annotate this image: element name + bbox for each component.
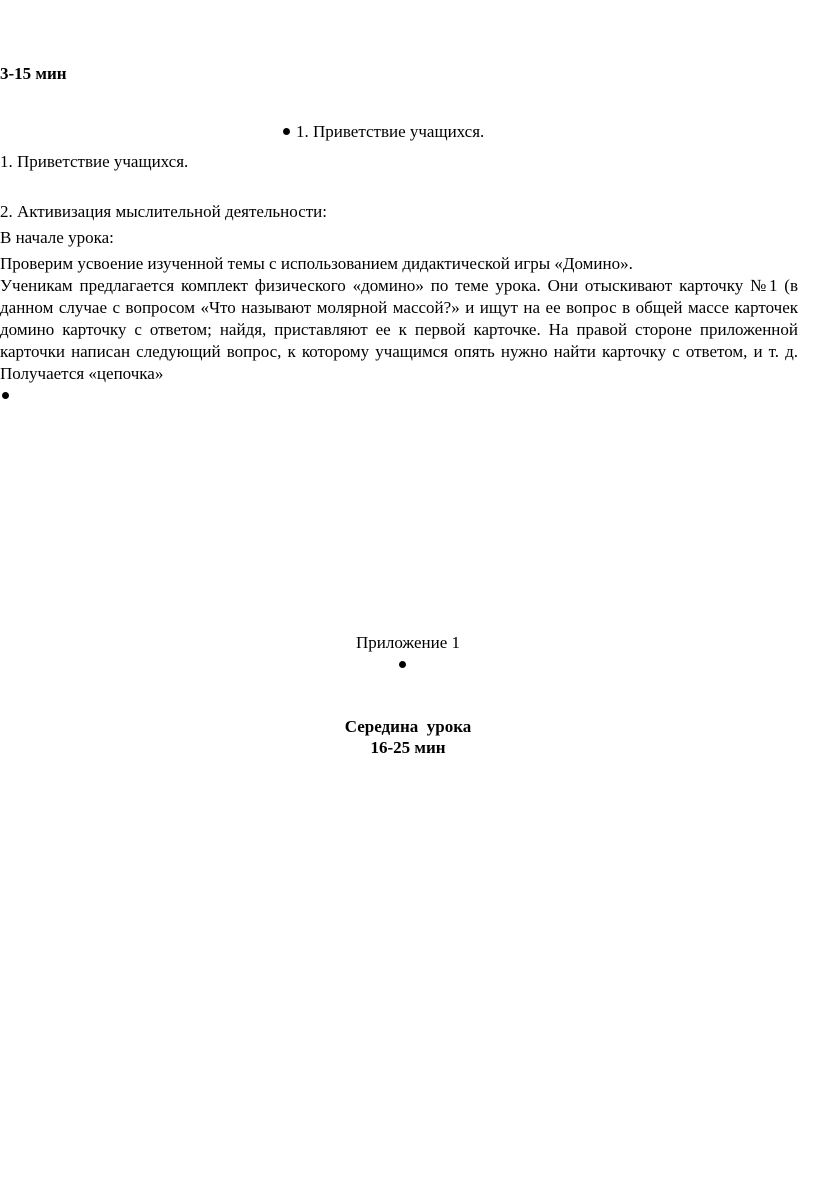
middle-title: Середина урока [344, 717, 472, 736]
greeting-item: 1. Приветствие учащихся. [0, 152, 189, 171]
bullet-icon [283, 128, 290, 135]
bullet-icon [399, 661, 406, 668]
appendix-text: Приложение 1 [356, 633, 460, 652]
bulleted-greeting-text: 1. Приветствие учащихся. [296, 122, 485, 141]
activation-item: 2. Активизация мыслительной деятельности: [0, 202, 327, 221]
check-sentence: Проверим усвоение изученной темы с использованием дидактической игры «Домино». [0, 254, 633, 273]
bullet-icon [2, 392, 9, 399]
time-header: 3-15 мин [0, 64, 67, 83]
appendix-label [0, 632, 816, 654]
start-of-lesson-label: В начале урока: [0, 228, 114, 247]
middle-time: 16-25 мин [370, 738, 446, 757]
domino-description-paragraph: Ученикам предлагается комплект физического «домино» по теме урока. Они отыскивают карточку №1 (в данном случае с вопросом «Что называют молярной массой?» и ищут на ее вопрос в общей массе карточек домино карточку с ответом; найдя, приставляют ее к первой карточке. На правой стороне приложенной карточки написан следующий вопрос, к которому учащимся опять нужно найти карточку с ответом, и т. д. Получается «цепочка» [0, 276, 798, 383]
bulleted-greeting-item [283, 121, 484, 143]
middle-of-lesson-heading [0, 716, 816, 758]
